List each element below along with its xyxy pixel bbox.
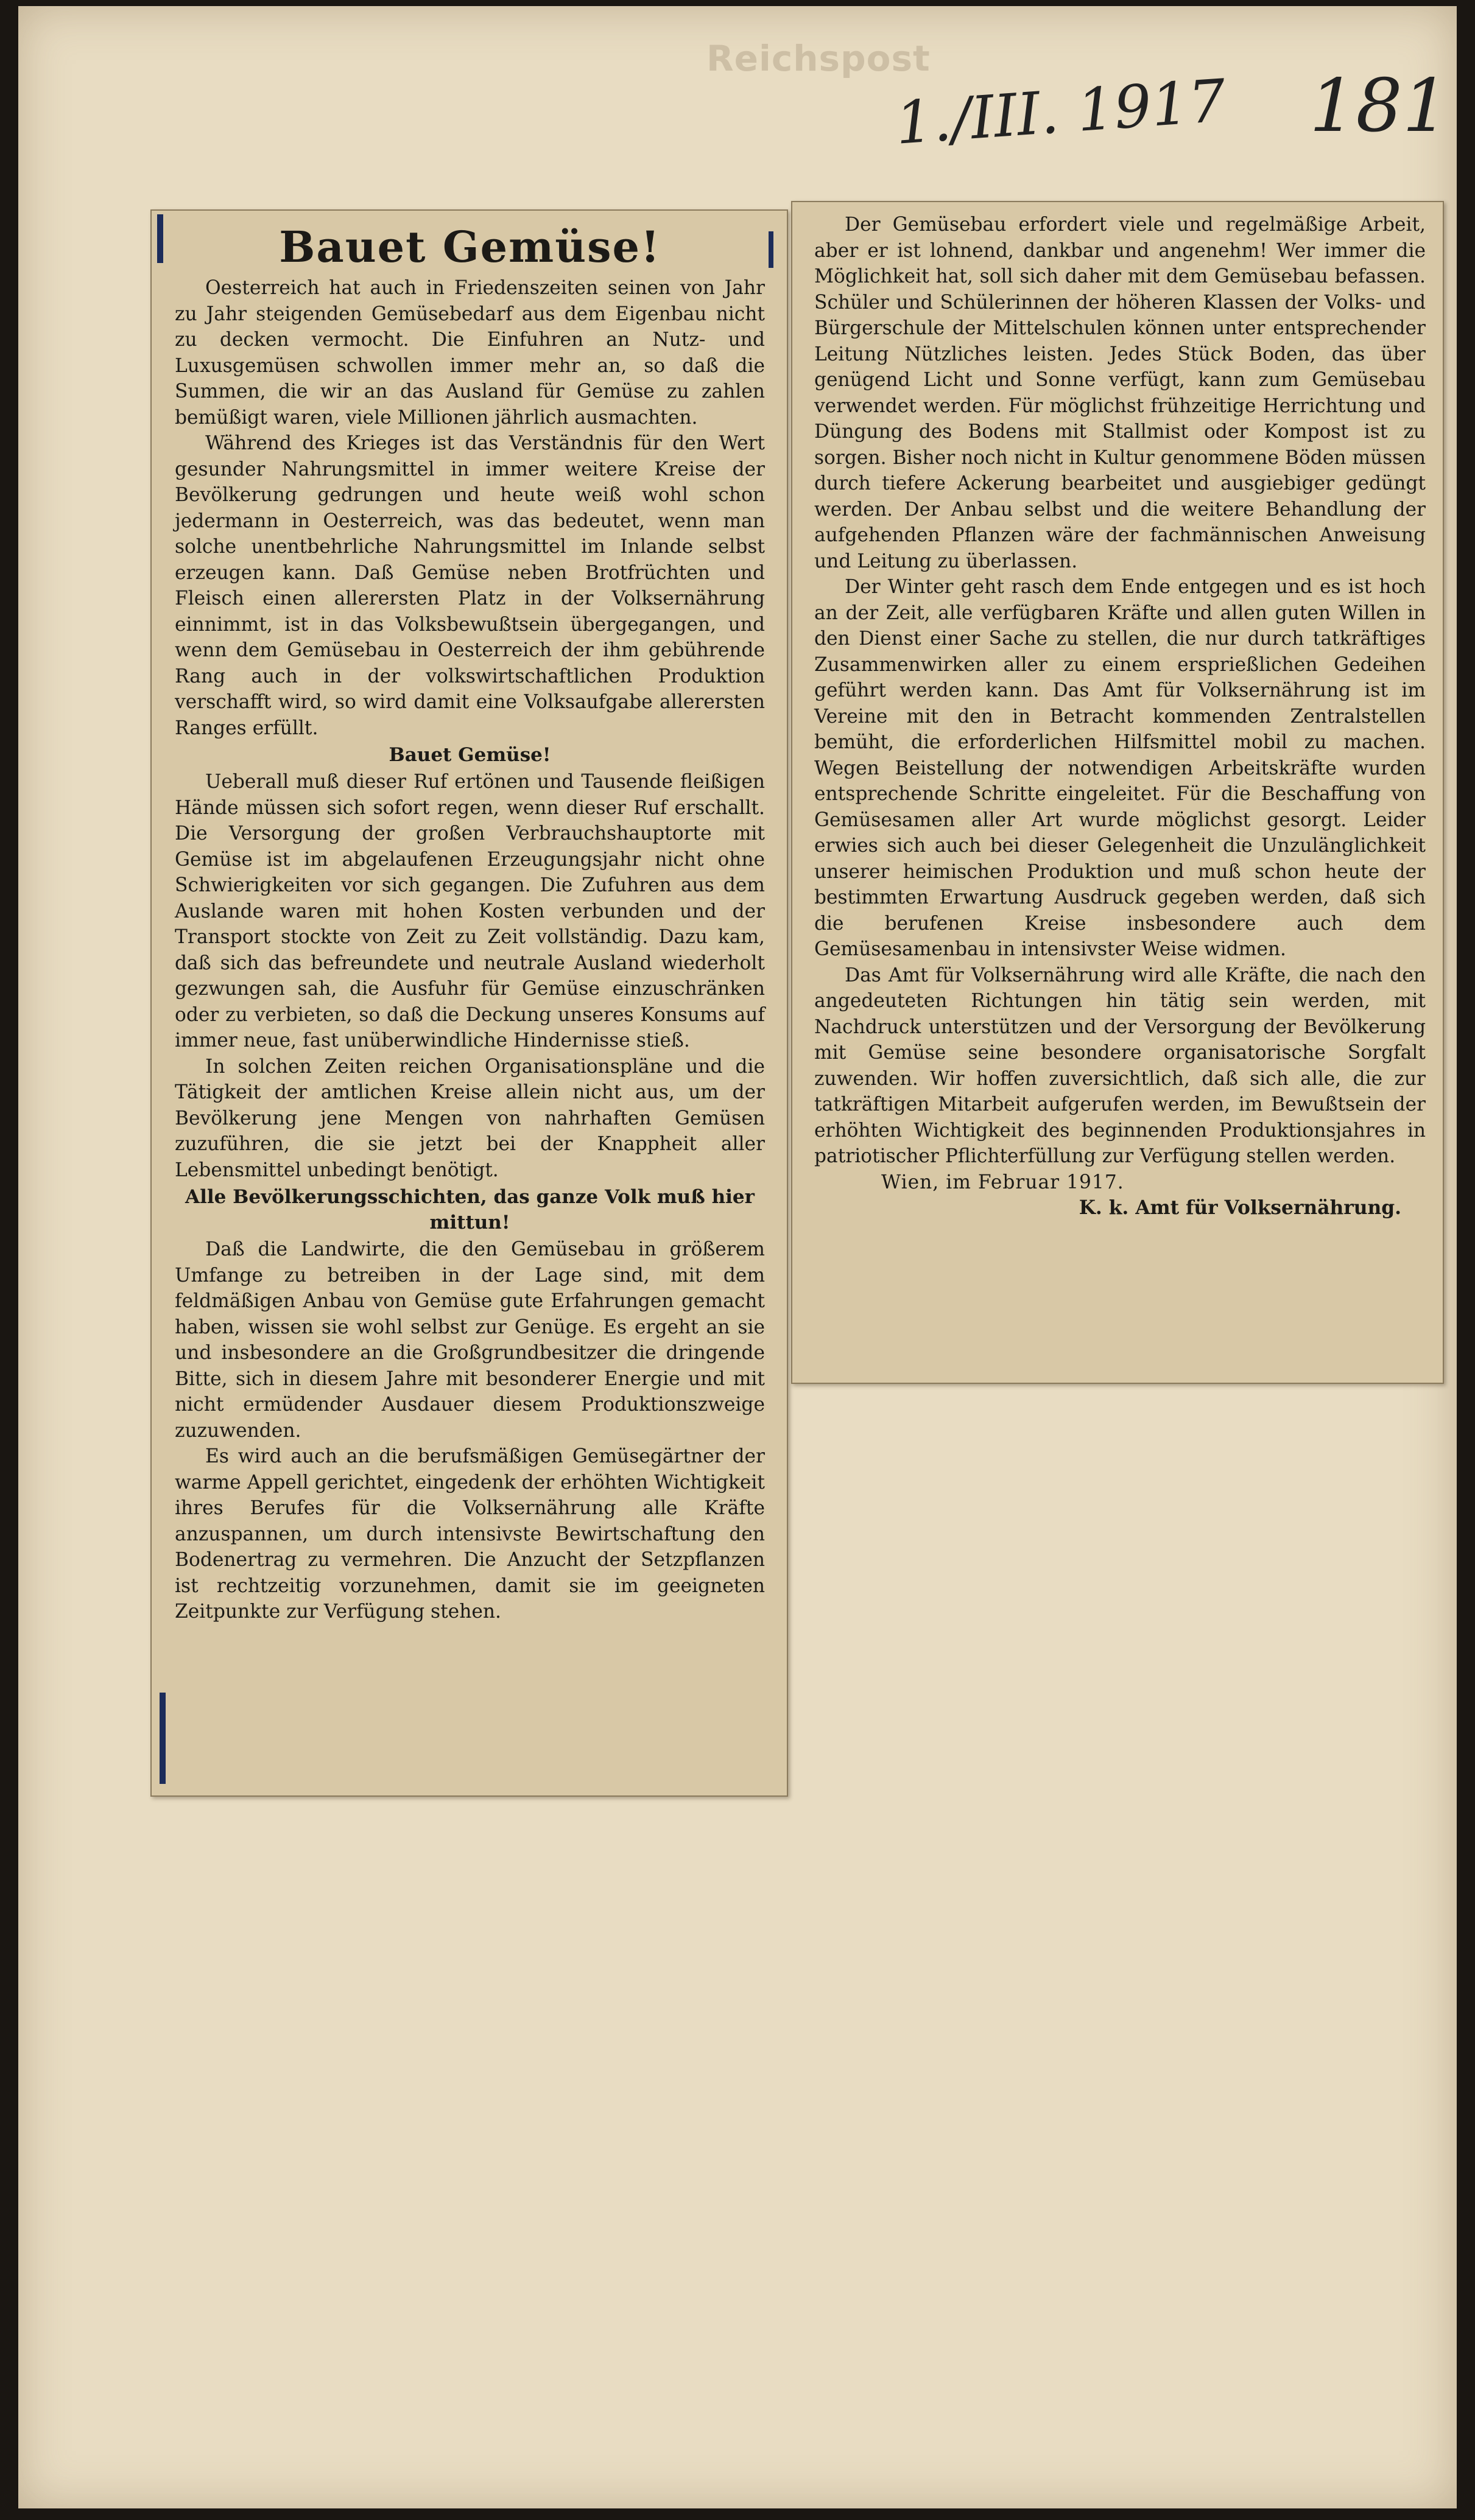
subheading: Alle Bevölkerungsschichten, das ganze Volk muß hier mittun! [185, 1186, 755, 1234]
place-date: Wien, im Februar 1917. [881, 1171, 1124, 1193]
paragraph: Es wird auch an die berufsmäßigen Gemüsegärtner der warme Appell gerichtet, eingedenk der erhöhten Wichtigkeit ihres Berufes für die Volksernährung alle Kräfte anzuspannen, um durch intensivste Bewirtschaftung den Bodenertrag zu vermehren. Die Anzucht der Setzpflanzen ist rechtzeitig vorzunehmen, damit sie im geeigneten Zeitpunkte zur Verfügung stehen. [175, 1445, 765, 1623]
blue-pencil-mark [160, 1693, 166, 1784]
blue-pencil-mark [769, 231, 773, 268]
paragraph: Der Gemüsebau erfordert viele und regelmäßige Arbeit, aber er ist lohnend, dankbar und angenehm! Wer immer die Möglichkeit hat, soll sich daher mit dem Gemüsebau befassen. Schüler und Schülerinnen der höheren Klassen der Volks- und Bürgerschule der Mittelschulen können unter entsprechender Leitung Nützliches leisten. Jedes Stück Boden, das über genügend Licht und Sonne verfügt, kann zum Gemüsebau verwendet werden. Für möglichst frühzeitige Herrichtung und Düngung des Bodens mit Stallmist oder Kompost ist zu sorgen. Bisher noch nicht in Kultur genommene Böden müssen durch tiefere Ackerung bearbeitet und ausgiebiger gedüngt werden. Der Anbau selbst und die weitere Behandlung der aufgehenden Pflanzen wäre der fachmännischen Anweisung und Leitung zu überlassen. [814, 214, 1426, 572]
article-title: Bauet Gemüse! [279, 222, 661, 272]
clipping-right-column [791, 201, 1444, 1384]
newspaper-stamp: Reichspost [706, 38, 931, 79]
paragraph: Während des Krieges ist das Verständnis für den Wert gesunder Nahrungsmittel in immer weitere Kreise der Bevölkerung gedrungen und heute weiß wohl schon jedermann in Oesterreich, was das bedeutet, wenn man solche unentbehrliche Nahrungsmittel im Inlande selbst erzeugen kann. Daß Gemüse neben Brotfrüchten und Fleisch einen allerersten Platz in der Volksernährung einnimmt, ist in das Volksbewußtsein übergegangen, und wenn dem Gemüsebau in Oesterreich der ihm gebührende Rang auch in der volkswirtschaftlichen Produktion verschafft wird, so wird damit eine Volksaufgabe allerersten Ranges erfüllt. [175, 432, 765, 739]
clipping-left-column [150, 209, 788, 1797]
paragraph: In solchen Zeiten reichen Organisationspläne und die Tätigkeit der amtlichen Kreise allein nicht aus, um der Bevölkerung jene Mengen von nahrhaften Gemüsen zuzuführen, die sie jetzt bei der Knappheit aller Lebensmittel unbedingt benötigt. [175, 1055, 765, 1181]
paragraph: Oesterreich hat auch in Friedenszeiten seinen von Jahr zu Jahr steigenden Gemüsebedarf aus dem Eigenbau nicht zu decken vermocht. Die Einfuhren an Nutz- und Luxusgemüsen schwollen immer mehr an, so daß die Summen, die wir an das Ausland für Gemüse zu zahlen bemüßigt waren, viele Millionen jährlich ausmachten. [175, 277, 765, 429]
paragraph: Ueberall muß dieser Ruf ertönen und Tausende fleißigen Hände müssen sich sofort regen, wenn dieser Ruf erschallt. Die Versorgung der großen Verbrauchshauptorte mit Gemüse ist im abgelaufenen Erzeugungsjahr nicht ohne Schwierigkeiten vor sich gegangen. Die Zufuhren aus dem Auslande waren mit hohen Kosten verbunden und der Transport stockte von Zeit zu Zeit vollständig. Dazu kam, daß sich das befreundete und neutrale Ausland wiederholt gezwungen sah, die Ausfuhr für Gemüse einzuschränken oder zu verbieten, so daß die Deckung unseres Konsums auf immer neue, fast unüberwindliche Hindernisse stieß. [175, 771, 765, 1051]
blue-pencil-mark [157, 214, 163, 263]
handwritten-date: 1./III. 1917 [893, 66, 1228, 158]
signature: K. k. Amt für Volksernährung. [1079, 1197, 1401, 1219]
handwritten-number: 181 [1309, 64, 1449, 149]
subheading: Bauet Gemüse! [389, 744, 551, 766]
paragraph: Der Winter geht rasch dem Ende entgegen und es ist hoch an der Zeit, alle verfügbaren Kräfte und allen guten Willen in den Dienst einer Sache zu stellen, die nur durch tatkräftiges Zusammenwirken aller zu einem ersprießlichen Gedeihen geführt werden kann. Das Amt für Volksernährung ist im Vereine mit den in Betracht kommenden Zentralstellen bemüht, die erforderlichen Hilfsmittel mobil zu machen. Wegen Beistellung der notwendigen Arbeitskräfte wurden entsprechende Schritte eingeleitet. Für die Beschaffung von Gemüsesamen aller Art wurde möglichst gesorgt. Leider erwies sich auch bei dieser Gelegenheit die Unzulänglichkeit unserer heimischen Produktion und muß schon heute der bestimmten Erwartung Ausdruck gegeben werden, daß sich die berufenen Kreise insbesondere auch dem Gemüsesamenbau in intensivster Weise widmen. [814, 576, 1426, 960]
paragraph: Daß die Landwirte, die den Gemüsebau in größerem Umfange zu betreiben in der Lage sind, mit dem feldmäßigen Anbau von Gemüse gute Erfahrungen gemacht haben, wissen sie wohl selbst zur Genüge. Es ergeht an sie und insbesondere an die Großgrundbesitzer die dringende Bitte, sich in diesem Jahre mit besonderer Energie und mit nicht ermüdender Ausdauer diesem Produktionszweige zuzuwenden. [175, 1238, 765, 1442]
paragraph: Das Amt für Volksernährung wird alle Kräfte, die nach den angedeuteten Richtungen hin tätig sein werden, mit Nachdruck unterstützen und der Versorgung der Bevölkerung mit Gemüse seine besondere organisatorische Sorgfalt zuwenden. Wir hoffen zuversichtlich, daß sich alle, die zur tatkräftigen Mitarbeit aufgerufen werden, im Bewußtsein der erhöhten Wichtigkeit des beginnenden Produktionsjahres in patriotischer Pflichterfüllung zur Verfügung stellen werden. [814, 964, 1426, 1167]
